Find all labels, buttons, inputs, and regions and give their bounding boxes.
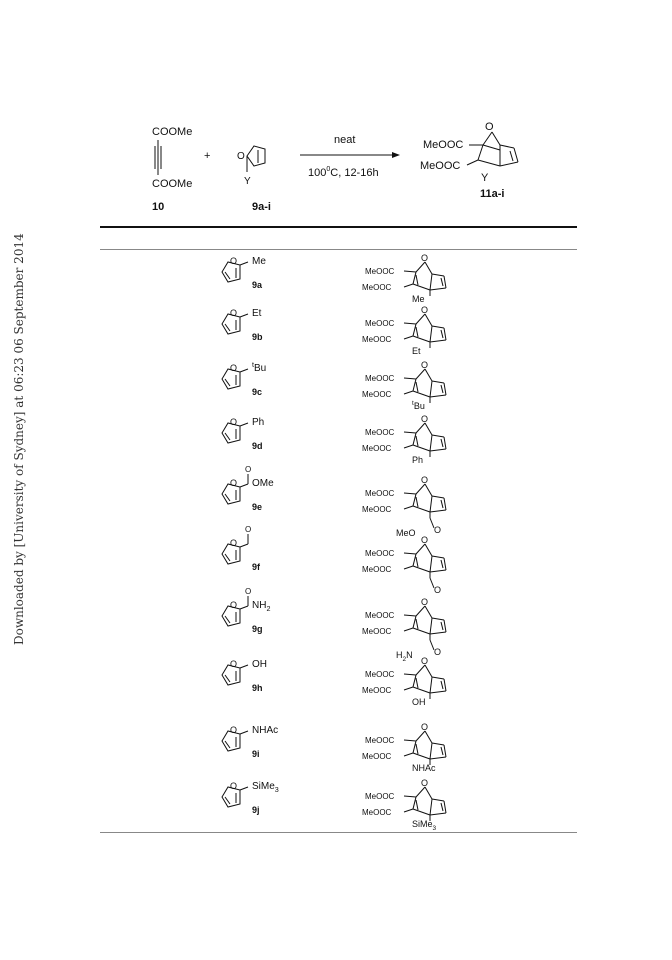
product-substituent-label: OH	[412, 697, 426, 707]
substituent-label: OMe	[252, 478, 274, 489]
furan-oxygen: O	[230, 538, 238, 548]
ester-top: MeOOC	[365, 611, 395, 620]
product-carbonyl-oxygen: O	[434, 647, 442, 657]
product-ester-top: MeOOC	[423, 139, 464, 151]
product-substituent-label: SiMe$_3$	[412, 819, 437, 832]
furan-oxygen: O	[230, 478, 238, 488]
compound-label: 9c	[252, 387, 263, 397]
ester-bottom: MeOOC	[362, 752, 392, 761]
ester-top: MeOOC	[365, 428, 395, 437]
watermark-text: Downloaded by [University of Sydney] at 06:23 06 September 2014	[12, 233, 26, 645]
plus-sign: +	[204, 150, 211, 162]
substituent-label: $^t$Bu	[252, 360, 267, 374]
table-row	[222, 465, 446, 538]
ester-bottom: MeOOC	[362, 505, 392, 514]
bridge-oxygen: O	[421, 722, 429, 732]
bridge-oxygen: O	[421, 414, 429, 424]
ester-top: MeOOC	[365, 489, 395, 498]
table-row	[222, 778, 446, 832]
bridge-oxygen: O	[421, 656, 429, 666]
bridge-oxygen: O	[421, 475, 429, 485]
furan-oxygen: O	[230, 363, 238, 373]
bridge-oxygen: O	[421, 253, 429, 263]
substituent-bond	[240, 544, 248, 547]
substituent-label: $NH_2$	[252, 600, 271, 613]
ester-top: MeOOC	[365, 319, 395, 328]
product-carbonyl-oxygen: O	[434, 585, 442, 595]
substituent-bond	[240, 423, 248, 426]
ester-top: MeOOC	[365, 670, 395, 679]
ester-top: MeOOC	[365, 267, 395, 276]
rule-bottom	[100, 832, 577, 833]
bridge-oxygen: O	[421, 360, 429, 370]
oxanorbornadiene	[404, 731, 446, 759]
ester-top: MeOOC	[365, 374, 395, 383]
compound-label: 9d	[252, 441, 263, 451]
ester-bottom: MeOOC	[362, 686, 392, 695]
ester-top: MeOOC	[365, 792, 395, 801]
product-substituent-label: Me	[412, 294, 425, 304]
product-substituent-label: $H_2N$	[396, 650, 413, 663]
condition-bottom: $100^0C$, 12-16h	[308, 166, 379, 179]
bridge-oxygen: O	[421, 597, 429, 607]
ester-top: MeOOC	[365, 549, 395, 558]
furan-oxygen: O	[230, 256, 238, 266]
bridge-oxygen: O	[421, 305, 429, 315]
oxanorbornadiene	[404, 369, 446, 397]
product-substituent-label: $^t$Bu	[412, 400, 425, 411]
ester-bottom: MeOOC	[362, 808, 392, 817]
oxanorbornadiene	[404, 544, 446, 572]
carbonyl-oxygen: O	[245, 525, 252, 534]
ester-bottom: MeOOC	[362, 283, 392, 292]
compound-label: 9e	[252, 502, 263, 512]
product-ester-bottom: MeOOC	[420, 160, 461, 172]
compound-label: 9h	[252, 683, 263, 693]
ester-bottom: MeOOC	[362, 335, 392, 344]
ester-bottom: MeOOC	[362, 390, 392, 399]
substituent-bond	[240, 606, 248, 609]
compound-label: 9j	[252, 805, 260, 815]
bridge-oxygen: O	[421, 535, 429, 545]
substituent-label: Me	[252, 256, 266, 267]
carbonyl-oxygen: O	[245, 465, 252, 474]
product-substituent-label: Ph	[412, 455, 424, 465]
ester-bottom: MeOOC	[362, 444, 392, 453]
ester-bottom: MeOOC	[362, 627, 392, 636]
furan-oxygen: O	[230, 781, 238, 791]
oxanorbornadiene	[404, 665, 446, 693]
furan-substituent: Y	[244, 176, 251, 187]
ester-top: MeOOC	[365, 736, 395, 745]
furan-label: 9a-i	[252, 201, 271, 213]
substituent-bond	[240, 314, 248, 317]
oxanorbornadiene	[404, 606, 446, 634]
product-carbonyl-oxygen: O	[434, 525, 442, 535]
substituent-bond	[240, 369, 248, 372]
substituent-label: NHAc	[252, 725, 279, 736]
furan-oxygen: O	[237, 151, 245, 162]
product-oxygen: O	[485, 121, 494, 133]
table-row	[222, 656, 446, 707]
oxanorbornadiene	[404, 787, 446, 815]
oxanorbornadiene	[404, 262, 446, 290]
oxanorbornadiene	[404, 314, 446, 342]
furan-oxygen: O	[230, 725, 238, 735]
compound-label: 9f	[252, 562, 261, 572]
substituent-label: Et	[252, 308, 262, 319]
compound-label: 9g	[252, 624, 263, 634]
oxanorbornadiene	[404, 484, 446, 512]
table-row	[222, 253, 446, 304]
substituent-bond	[240, 484, 248, 487]
product-label: 11a-i	[480, 188, 505, 200]
furan-oxygen: O	[230, 308, 238, 318]
oxanorbornadiene	[404, 423, 446, 451]
dmad-top-ester: COOMe	[152, 126, 193, 138]
table-row	[222, 414, 446, 465]
table-row	[222, 722, 446, 773]
substituent-bond	[240, 262, 248, 265]
ester-bottom: MeOOC	[362, 565, 392, 574]
compound-label: 9a	[252, 280, 263, 290]
product-substituent-label: NHAc	[412, 763, 436, 773]
bridge-oxygen: O	[421, 778, 429, 788]
substituent-label: OH	[252, 659, 267, 670]
substituent-label: Ph	[252, 417, 265, 428]
table-row	[222, 587, 446, 663]
reagent-label: 10	[152, 201, 165, 213]
table-row	[222, 360, 446, 411]
product-substituent-label: MeO	[396, 528, 416, 538]
product-substituent: Y	[481, 172, 489, 184]
substituent-label: SiMe$_3$	[252, 781, 279, 794]
substituent-bond	[240, 787, 248, 790]
dmad-bottom-ester: COOMe	[152, 178, 193, 190]
furan-oxygen: O	[230, 600, 238, 610]
carbonyl-oxygen: O	[245, 587, 252, 596]
condition-top: neat	[334, 134, 356, 146]
compound-label: 9b	[252, 332, 263, 342]
furan-oxygen: O	[230, 417, 238, 427]
compound-label: 9i	[252, 749, 260, 759]
product-substituent-label: Et	[412, 346, 421, 356]
table-row	[222, 305, 446, 356]
substituent-bond	[240, 665, 248, 668]
substituent-bond	[240, 731, 248, 734]
furan-oxygen: O	[230, 659, 238, 669]
